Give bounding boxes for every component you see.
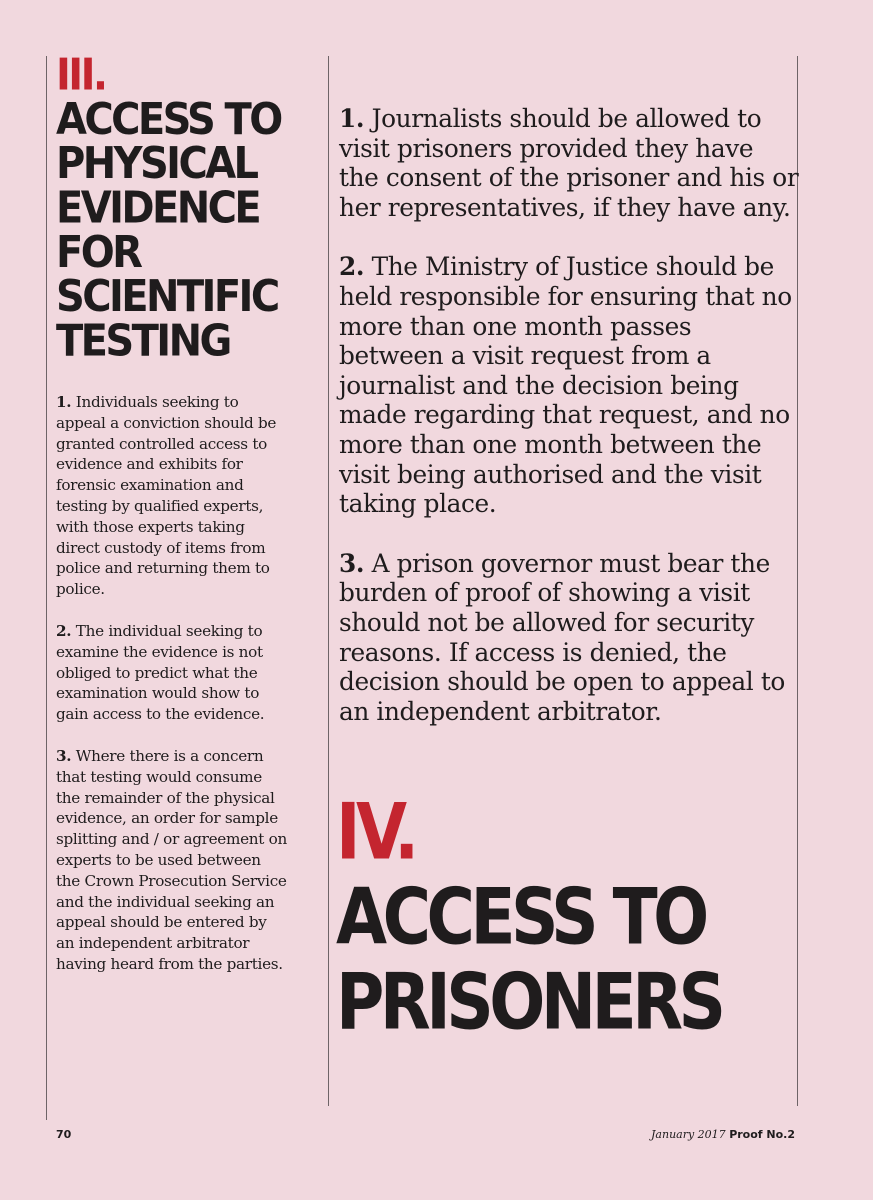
- item-text: The individual seeking to examine the evidence is not obliged to predict what the examination would show to gain access to the evidence.: [56, 621, 265, 724]
- issue-date: January 2017: [651, 1128, 726, 1141]
- item-number: 3.: [56, 746, 72, 765]
- item-text: The Ministry of Justice should be held responsible for ensuring that no more than one month passes between a visit request from a journalist and the decision being made regarding that request, and no more than one month between the visit being authorised and the visit taking place.: [339, 252, 792, 519]
- item-number: 2.: [56, 621, 72, 640]
- item-number: 3.: [339, 548, 365, 578]
- footer-issue: [651, 1128, 795, 1141]
- section-3-title-line: ACCESS TO: [56, 95, 281, 145]
- section-3-numeral: III.: [56, 50, 106, 101]
- section-3-title-line: PHYSICAL: [56, 139, 257, 189]
- item-text: Where there is a concern that testing would consume the remainder of the physical evidence, an order for sample splitting and / or agreement on experts to be used between the Crown Prosecution Service and the individual seeking an appeal should be entered by an independent arbitrator having heard from the parties.: [56, 746, 287, 973]
- section-4-item: [339, 549, 799, 727]
- publication-name: Proof No.2: [729, 1128, 795, 1141]
- page-number: 70: [56, 1128, 72, 1141]
- column-rule-middle: [328, 56, 329, 1106]
- section-4-numeral: IV.: [336, 786, 415, 878]
- section-3-heading: [56, 50, 306, 367]
- item-text: Individuals seeking to appeal a conviction should be granted controlled access to evidence and exhibits for forensic examination and testing by qualified experts, with those experts taking direct custody of items from police and returning them to police.: [56, 393, 277, 599]
- item-text: Journalists should be allowed to visit prisoners provided they have the consent of the prisoner and his or her representatives, if they have any.: [339, 104, 799, 222]
- column-rule-left: [46, 56, 47, 1120]
- section-3-item: [56, 621, 288, 725]
- section-3-title-line: EVIDENCE: [56, 183, 260, 234]
- section-4-item: [339, 252, 799, 518]
- section-3-title-line: TESTING: [56, 316, 230, 367]
- item-number: 1.: [56, 393, 72, 411]
- section-4-title-line: ACCESS TO: [336, 871, 705, 963]
- section-4-item: [339, 104, 799, 222]
- item-number: 2.: [339, 252, 365, 282]
- section-4-heading: [336, 786, 796, 1048]
- item-number: 1.: [339, 104, 365, 133]
- section-4-body: [339, 104, 799, 726]
- section-3-item: [56, 746, 288, 975]
- section-3-title-line: SCIENTIFIC: [56, 272, 278, 322]
- section-3-title-line: FOR: [56, 227, 141, 278]
- item-text: A prison governor must bear the burden of proof of showing a visit should not be allowed for security reasons. If access is denied, the decision should be open to appeal to an independent arbitrator.: [339, 548, 785, 726]
- section-3-item: [56, 392, 288, 600]
- section-4-title-line: PRISONERS: [336, 956, 722, 1048]
- section-3-body: [56, 392, 288, 975]
